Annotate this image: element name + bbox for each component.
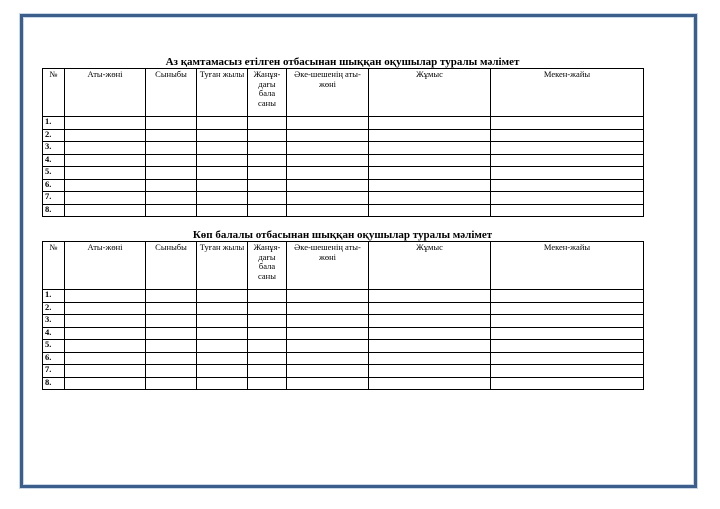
row-number: 2. — [43, 129, 65, 142]
table-cell[interactable] — [197, 154, 248, 167]
table-cell[interactable] — [65, 142, 146, 155]
table-cell[interactable] — [369, 204, 491, 217]
table-cell[interactable] — [146, 377, 197, 390]
table-cell[interactable] — [491, 340, 644, 353]
table-cell[interactable] — [65, 377, 146, 390]
table-row — [43, 179, 644, 192]
table-row — [43, 290, 644, 303]
row-number: 6. — [43, 352, 65, 365]
table-cell[interactable] — [65, 154, 146, 167]
table-cell[interactable] — [287, 290, 369, 303]
table-row — [43, 192, 644, 205]
table-2-title: Көп балалы отбасынан шыққан оқушылар туралы мәлімет — [192, 229, 493, 241]
table-cell[interactable] — [287, 167, 369, 180]
table-cell[interactable] — [146, 142, 197, 155]
table-cell[interactable] — [369, 327, 491, 340]
table-cell[interactable] — [65, 129, 146, 142]
table-header-row — [43, 69, 644, 117]
table-cell[interactable] — [197, 352, 248, 365]
table-cell[interactable] — [491, 290, 644, 303]
table-cell[interactable] — [65, 117, 146, 130]
row-number: 6. — [43, 179, 65, 192]
table-cell[interactable] — [146, 204, 197, 217]
column-header: Жұмыс — [369, 242, 491, 290]
row-number: 3. — [43, 142, 65, 155]
table-cell[interactable] — [369, 167, 491, 180]
table-cell[interactable] — [146, 340, 197, 353]
table-cell[interactable] — [491, 142, 644, 155]
table-row — [43, 154, 644, 167]
table-cell[interactable] — [197, 192, 248, 205]
table-cell[interactable] — [248, 327, 287, 340]
table-cell[interactable] — [369, 290, 491, 303]
table-cell[interactable] — [287, 192, 369, 205]
column-header: Сыныбы — [146, 69, 197, 117]
table-row — [43, 204, 644, 217]
table-row — [43, 377, 644, 390]
table-cell[interactable] — [287, 204, 369, 217]
table-cell[interactable] — [491, 129, 644, 142]
table-cell[interactable] — [248, 377, 287, 390]
row-number: 5. — [43, 340, 65, 353]
table-cell[interactable] — [65, 179, 146, 192]
row-number: 7. — [43, 192, 65, 205]
table-cell[interactable] — [65, 315, 146, 328]
row-number: 4. — [43, 154, 65, 167]
table-cell[interactable] — [491, 352, 644, 365]
table-cell[interactable] — [369, 302, 491, 315]
column-header: № — [43, 69, 65, 117]
table-cell[interactable] — [146, 315, 197, 328]
row-number: 8. — [43, 377, 65, 390]
table-cell[interactable] — [248, 290, 287, 303]
row-number: 3. — [43, 315, 65, 328]
table-cell[interactable] — [491, 179, 644, 192]
column-header: Туған жылы — [197, 242, 248, 290]
table-cell[interactable] — [491, 365, 644, 378]
table-cell[interactable] — [491, 327, 644, 340]
column-header: Туған жылы — [197, 69, 248, 117]
table-cell[interactable] — [287, 117, 369, 130]
row-number: 2. — [43, 302, 65, 315]
table-row — [43, 142, 644, 155]
table-cell[interactable] — [248, 142, 287, 155]
table-cell[interactable] — [287, 315, 369, 328]
table-cell[interactable] — [197, 365, 248, 378]
table-cell[interactable] — [248, 204, 287, 217]
table-cell[interactable] — [287, 179, 369, 192]
table-cell[interactable] — [369, 340, 491, 353]
table-cell[interactable] — [369, 179, 491, 192]
row-number: 8. — [43, 204, 65, 217]
table-cell[interactable] — [146, 117, 197, 130]
table-cell[interactable] — [287, 142, 369, 155]
table-cell[interactable] — [197, 117, 248, 130]
column-header: Әке-шешенің аты-жөні — [287, 242, 369, 290]
table-cell[interactable] — [146, 327, 197, 340]
table-cell[interactable] — [197, 167, 248, 180]
table-header-row — [43, 242, 644, 290]
table-cell[interactable] — [491, 154, 644, 167]
info-table-1 — [42, 68, 644, 217]
column-header: Аты-жөні — [65, 242, 146, 290]
table-cell[interactable] — [287, 365, 369, 378]
table-cell[interactable] — [146, 365, 197, 378]
column-header: Сыныбы — [146, 242, 197, 290]
row-number: 7. — [43, 365, 65, 378]
column-header: Мекен-жайы — [491, 69, 644, 117]
column-header: Аты-жөні — [65, 69, 146, 117]
table-cell[interactable] — [369, 365, 491, 378]
table-cell[interactable] — [197, 204, 248, 217]
table-cell[interactable] — [146, 302, 197, 315]
row-number: 1. — [43, 290, 65, 303]
row-number: 4. — [43, 327, 65, 340]
table-cell[interactable] — [248, 192, 287, 205]
table-cell[interactable] — [65, 204, 146, 217]
table-row — [43, 352, 644, 365]
column-header: № — [43, 242, 65, 290]
table-cell[interactable] — [197, 302, 248, 315]
table-row — [43, 167, 644, 180]
table-cell[interactable] — [369, 129, 491, 142]
table-row — [43, 365, 644, 378]
table-cell[interactable] — [146, 192, 197, 205]
table-cell[interactable] — [287, 340, 369, 353]
table-cell[interactable] — [369, 192, 491, 205]
table-cell[interactable] — [287, 129, 369, 142]
table-cell[interactable] — [197, 179, 248, 192]
table-cell[interactable] — [65, 340, 146, 353]
column-header: Мекен-жайы — [491, 242, 644, 290]
table-cell[interactable] — [248, 117, 287, 130]
table-cell[interactable] — [248, 365, 287, 378]
table-cell[interactable] — [146, 179, 197, 192]
table-cell[interactable] — [146, 352, 197, 365]
table-cell[interactable] — [287, 352, 369, 365]
table-cell[interactable] — [146, 154, 197, 167]
table-cell[interactable] — [146, 290, 197, 303]
table-cell[interactable] — [248, 302, 287, 315]
column-header: Жанұя-дағы бала саны — [248, 242, 287, 290]
table-cell[interactable] — [65, 327, 146, 340]
table-cell[interactable] — [287, 327, 369, 340]
table-cell[interactable] — [248, 129, 287, 142]
table-row — [43, 340, 644, 353]
table-row — [43, 302, 644, 315]
table-cell[interactable] — [369, 117, 491, 130]
table-cell[interactable] — [491, 167, 644, 180]
table-cell[interactable] — [248, 154, 287, 167]
table-cell[interactable] — [146, 129, 197, 142]
column-header: Жанұя-дағы бала саны — [248, 69, 287, 117]
table-cell[interactable] — [65, 302, 146, 315]
table-cell[interactable] — [197, 327, 248, 340]
table-cell[interactable] — [65, 365, 146, 378]
table-cell[interactable] — [491, 377, 644, 390]
table-cell[interactable] — [491, 204, 644, 217]
table-cell[interactable] — [491, 192, 644, 205]
table-cell[interactable] — [65, 290, 146, 303]
row-number: 5. — [43, 167, 65, 180]
table-cell[interactable] — [491, 302, 644, 315]
table-row — [43, 129, 644, 142]
table-cell[interactable] — [197, 315, 248, 328]
table-cell[interactable] — [248, 167, 287, 180]
table-cell[interactable] — [287, 377, 369, 390]
table-cell[interactable] — [197, 290, 248, 303]
table-cell[interactable] — [197, 377, 248, 390]
table-cell[interactable] — [197, 129, 248, 142]
table-cell[interactable] — [248, 352, 287, 365]
info-table-2 — [42, 241, 644, 390]
table-cell[interactable] — [369, 315, 491, 328]
table-cell[interactable] — [369, 142, 491, 155]
table-cell[interactable] — [491, 117, 644, 130]
table-cell[interactable] — [65, 192, 146, 205]
table-row — [43, 327, 644, 340]
table-cell[interactable] — [248, 340, 287, 353]
column-header: Әке-шешенің аты-жөні — [287, 69, 369, 117]
table-cell[interactable] — [65, 167, 146, 180]
table-cell[interactable] — [197, 142, 248, 155]
table-cell[interactable] — [65, 352, 146, 365]
table-cell[interactable] — [369, 154, 491, 167]
table-cell[interactable] — [287, 154, 369, 167]
table-row — [43, 315, 644, 328]
column-header: Жұмыс — [369, 69, 491, 117]
table-cell[interactable] — [197, 340, 248, 353]
table-row — [43, 117, 644, 130]
table-cell[interactable] — [248, 179, 287, 192]
table-1-title: Аз қамтамасыз етілген отбасынан шыққан оқушылар туралы мәлімет — [165, 56, 520, 68]
table-cell[interactable] — [369, 377, 491, 390]
table-cell[interactable] — [146, 167, 197, 180]
table-cell[interactable] — [491, 315, 644, 328]
row-number: 1. — [43, 117, 65, 130]
table-cell[interactable] — [248, 315, 287, 328]
table-cell[interactable] — [287, 302, 369, 315]
table-cell[interactable] — [369, 352, 491, 365]
